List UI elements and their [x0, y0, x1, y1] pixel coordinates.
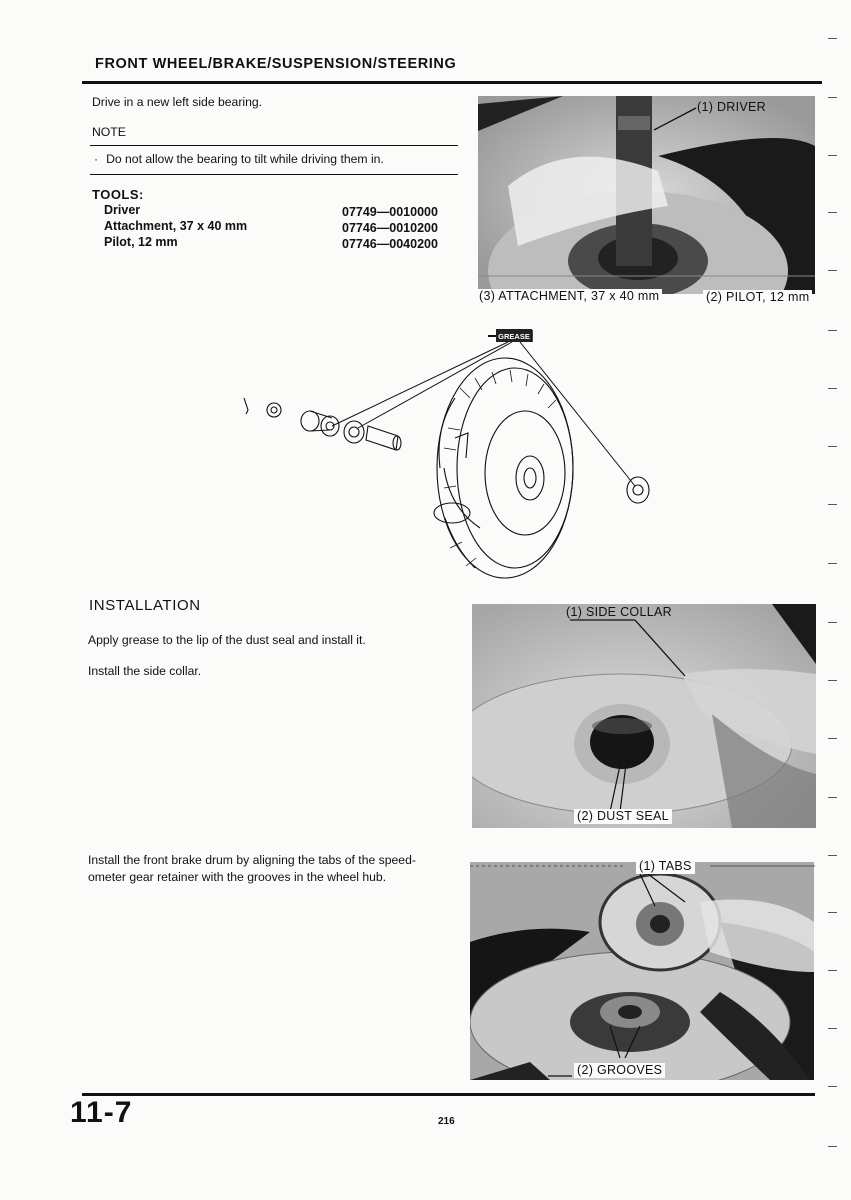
- footer-rule: [82, 1093, 815, 1096]
- tool-row: [104, 203, 460, 219]
- grease-label: GREASE: [498, 332, 530, 341]
- margin-dash: [828, 270, 837, 271]
- margin-dash: [828, 797, 837, 798]
- tool-name: Driver: [104, 203, 141, 217]
- tool-row: [104, 219, 460, 235]
- grease-tag: [488, 329, 532, 342]
- margin-dash: [828, 504, 837, 505]
- folio-number: 216: [438, 1116, 455, 1127]
- note-bottom-rule: [90, 174, 458, 175]
- tool-number: 07749—0010000: [342, 205, 438, 219]
- margin-dash: [828, 855, 837, 856]
- pilot-label: (2) PILOT, 12 mm: [703, 290, 812, 305]
- photo-driving-bearing: [478, 96, 815, 294]
- margin-dash: [828, 212, 837, 213]
- margin-dash: [828, 446, 837, 447]
- tabs-label: (1) TABS: [636, 859, 695, 874]
- installation-step-3-line-1: Install the front brake drum by aligning the tabs of the speed-: [88, 853, 416, 867]
- dust-seal-label: (2) DUST SEAL: [574, 809, 672, 824]
- margin-dash: [828, 1146, 837, 1147]
- photo3-leader-lines: [470, 860, 820, 1082]
- installation-step-1: Apply grease to the lip of the dust seal and install it.: [88, 633, 366, 647]
- photo-driving-bearing-art: [478, 96, 815, 294]
- grooves-label: (2) GROOVES: [574, 1063, 665, 1078]
- margin-dash: [828, 1086, 837, 1087]
- tools-list: [104, 203, 460, 251]
- margin-dash: [828, 912, 837, 913]
- header-rule: [82, 81, 822, 84]
- driver-leader-line: [650, 104, 700, 134]
- installation-step-3-line-2: ometer gear retainer with the grooves in the wheel hub.: [88, 870, 387, 884]
- margin-dash: [828, 97, 837, 98]
- installation-title: INSTALLATION: [89, 597, 201, 614]
- margin-dash: [828, 680, 837, 681]
- margin-dash: [828, 1028, 837, 1029]
- margin-dash: [828, 622, 837, 623]
- margin-dash: [828, 330, 837, 331]
- tool-number: 07746—0010200: [342, 221, 438, 235]
- margin-dash: [828, 738, 837, 739]
- note-top-rule: [90, 145, 458, 146]
- tool-name: Pilot, 12 mm: [104, 235, 178, 249]
- intro-text: Drive in a new left side bearing.: [92, 95, 263, 109]
- margin-dash: [828, 563, 837, 564]
- wheel-exploded-diagram: [230, 318, 670, 588]
- note-heading: NOTE: [92, 125, 126, 139]
- attachment-label: (3) ATTACHMENT, 37 x 40 mm: [476, 289, 662, 304]
- page-header-title: FRONT WHEEL/BRAKE/SUSPENSION/STEERING: [95, 56, 457, 72]
- side-collar-label: (1) SIDE COLLAR: [566, 605, 672, 619]
- note-bullet-text: Do not allow the bearing to tilt while driving them in.: [106, 152, 384, 166]
- tool-name: Attachment, 37 x 40 mm: [104, 219, 248, 233]
- tools-title: TOOLS:: [92, 187, 144, 202]
- margin-dash: [828, 388, 837, 389]
- photo2-leader-lines: [470, 604, 820, 834]
- margin-dash: [828, 970, 837, 971]
- installation-step-2: Install the side collar.: [88, 664, 202, 678]
- margin-dash: [828, 38, 837, 39]
- tool-number: 07746—0040200: [342, 237, 438, 251]
- bullet-dot: ·: [94, 152, 99, 166]
- note-bullet: [94, 151, 384, 167]
- page-number: 11-7: [70, 1096, 133, 1129]
- tool-row: [104, 235, 460, 251]
- driver-label: (1) DRIVER: [697, 100, 766, 114]
- margin-dash: [828, 155, 837, 156]
